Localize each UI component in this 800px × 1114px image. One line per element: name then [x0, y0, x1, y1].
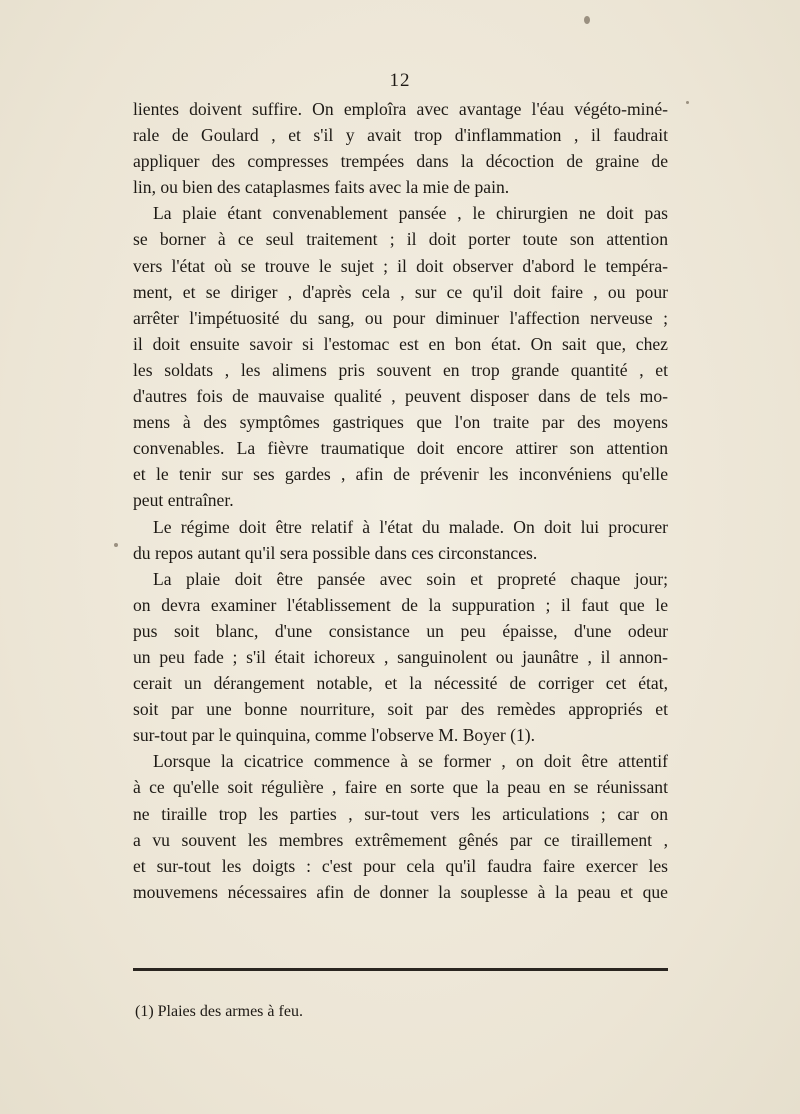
footnote: (1) Plaies des armes à feu.	[135, 1003, 303, 1020]
text-line: a vu souvent les membres extrêmement gênés par ce tiraillement ,	[133, 829, 668, 850]
text-line: soit par une bonne nourriture, soit par des remèdes appropriés et	[133, 699, 668, 720]
text-line: Lorsque la cicatrice commence à se former , on doit être attentif	[153, 751, 668, 772]
text-line: La plaie doit être pansée avec soin et propreté chaque jour;	[153, 568, 668, 589]
text-line: et le tenir sur ses gardes , afin de prévenir les inconvéniens qu'elle	[133, 464, 668, 485]
text-line: rale de Goulard , et s'il y avait trop d'inflammation , il faudrait	[133, 125, 668, 146]
text-line: se borner à ce seul traitement ; il doit porter toute son attention	[133, 229, 668, 250]
text-line: on devra examiner l'établissement de la suppuration ; il faut que le	[133, 594, 668, 615]
text-line: convenables. La fièvre traumatique doit encore attirer son attention	[133, 438, 668, 459]
page-number: 12	[389, 70, 411, 91]
text-line: et sur-tout les doigts : c'est pour cela qu'il faudra faire exercer les	[133, 855, 668, 876]
paper-speck	[114, 543, 118, 547]
text-line: arrêter l'impétuosité du sang, ou pour diminuer l'affection nerveuse ;	[133, 307, 668, 328]
paper-speck	[584, 16, 590, 24]
text-line: mouvemens nécessaires afin de donner la souplesse à la peau et que	[133, 881, 668, 902]
paper-speck	[686, 101, 689, 104]
text-line: les soldats , les alimens pris souvent en trop grande quantité , et	[133, 359, 668, 380]
text-line: vers l'état où se trouve le sujet ; il doit observer d'abord le tempéra-	[133, 255, 668, 276]
text-line: à ce qu'elle soit régulière , faire en sorte que la peau en se réunissant	[133, 777, 668, 798]
body-text	[133, 96, 668, 905]
text-line: pus soit blanc, d'une consistance un peu épaisse, d'une odeur	[133, 620, 668, 641]
text-line: ne tiraille trop les parties , sur-tout vers les articulations ; car on	[133, 803, 668, 824]
text-line: appliquer des compresses trempées dans la décoction de graine de	[133, 151, 668, 172]
text-line: mens à des symptômes gastriques que l'on traite par des moyens	[133, 412, 668, 433]
text-line: Le régime doit être relatif à l'état du malade. On doit lui procurer	[153, 516, 668, 537]
text-line: il doit ensuite savoir si l'estomac est en bon état. On sait que, chez	[133, 333, 668, 354]
text-line: du repos autant qu'il sera possible dans ces circonstances.	[133, 542, 538, 563]
text-line: un peu fade ; s'il était ichoreux , sanguinolent ou jaunâtre , il annon-	[133, 646, 668, 667]
text-line: d'autres fois de mauvaise qualité , peuvent disposer dans de tels mo-	[133, 386, 668, 407]
text-line: ment, et se diriger , d'après cela , sur ce qu'il doit faire , ou pour	[133, 281, 668, 302]
text-line: lientes doivent suffire. On emploîra avec avantage l'éau végéto-miné-	[133, 99, 668, 119]
text-line: sur-tout par le quinquina, comme l'observe M. Boyer (1).	[133, 725, 536, 746]
text-line: peut entraîner.	[133, 490, 234, 511]
text-line: lin, ou bien des cataplasmes faits avec la mie de pain.	[133, 177, 510, 198]
text-line: cerait un dérangement notable, et la nécessité de corriger cet état,	[133, 673, 668, 694]
footnote-rule	[133, 968, 668, 971]
text-line: La plaie étant convenablement pansée , le chirurgien ne doit pas	[153, 203, 668, 224]
